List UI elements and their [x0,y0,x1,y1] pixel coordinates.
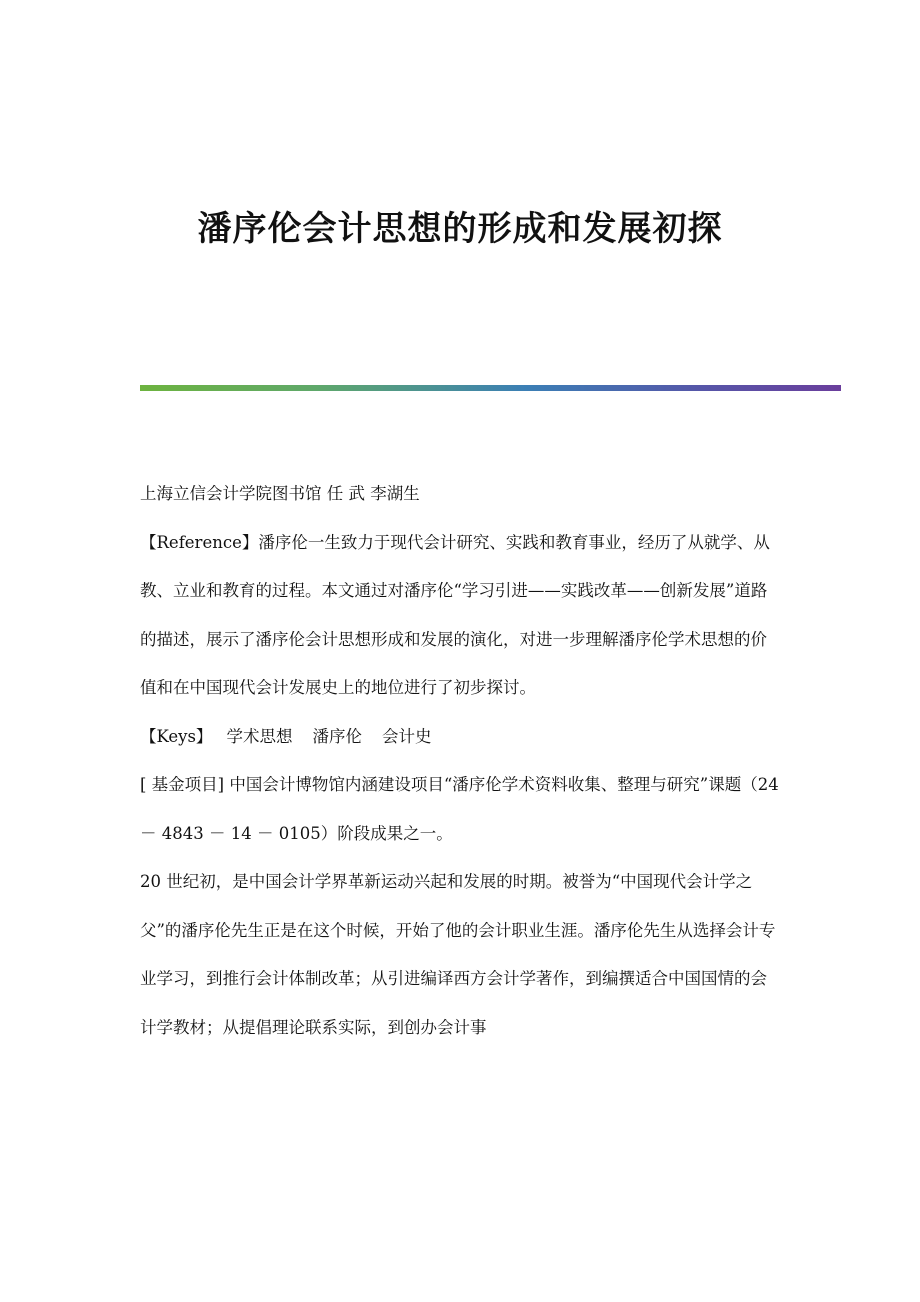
document-body [140,470,780,1052]
keyword: 学术思想 [226,726,293,746]
keywords-line [140,713,780,762]
body-paragraph: 20 世纪初，是中国会计学界革新运动兴起和发展的时期。被誉为“中国现代会计学之父”的潘序伦先生正是在这个时候，开始了他的会计职业生涯。潘序伦先生从选择会计专业学习，到推行会计体制改革；从引进编译西方会计学著作，到编撰适合中国国情的会计学教材；从提倡理论联系实际，到创办会计事 [140,872,776,1037]
abstract-text: 潘序伦一生致力于现代会计研究、实践和教育事业，经历了从就学、从教、立业和教育的过程。本文通过对潘序伦“学习引进——实践改革——创新发展”道路的描述，展示了潘序伦会计思想形成和发展的演化，对进一步理解潘序伦学术思想的价值和在中国现代会计发展史上的地位进行了初步探讨。 [140,532,770,697]
keyword: 会计史 [381,726,432,746]
title-divider [140,385,841,391]
abstract-label: 【Reference】 [140,532,259,552]
keyword: 潘序伦 [312,726,362,746]
authors-line: 上海立信会计学院图书馆 任 武 李湖生 [140,484,420,503]
fund-paragraph: [ 基金项目] 中国会计博物馆内涵建设项目“潘序伦学术资料收集、整理与研究”课题（24 － 4843 － 14 － 0105）阶段成果之一。 [140,775,779,843]
keys-label: 【Keys】 [140,726,213,746]
document-title: 潘序伦会计思想的形成和发展初探 [197,209,723,249]
abstract-paragraph [140,519,780,713]
